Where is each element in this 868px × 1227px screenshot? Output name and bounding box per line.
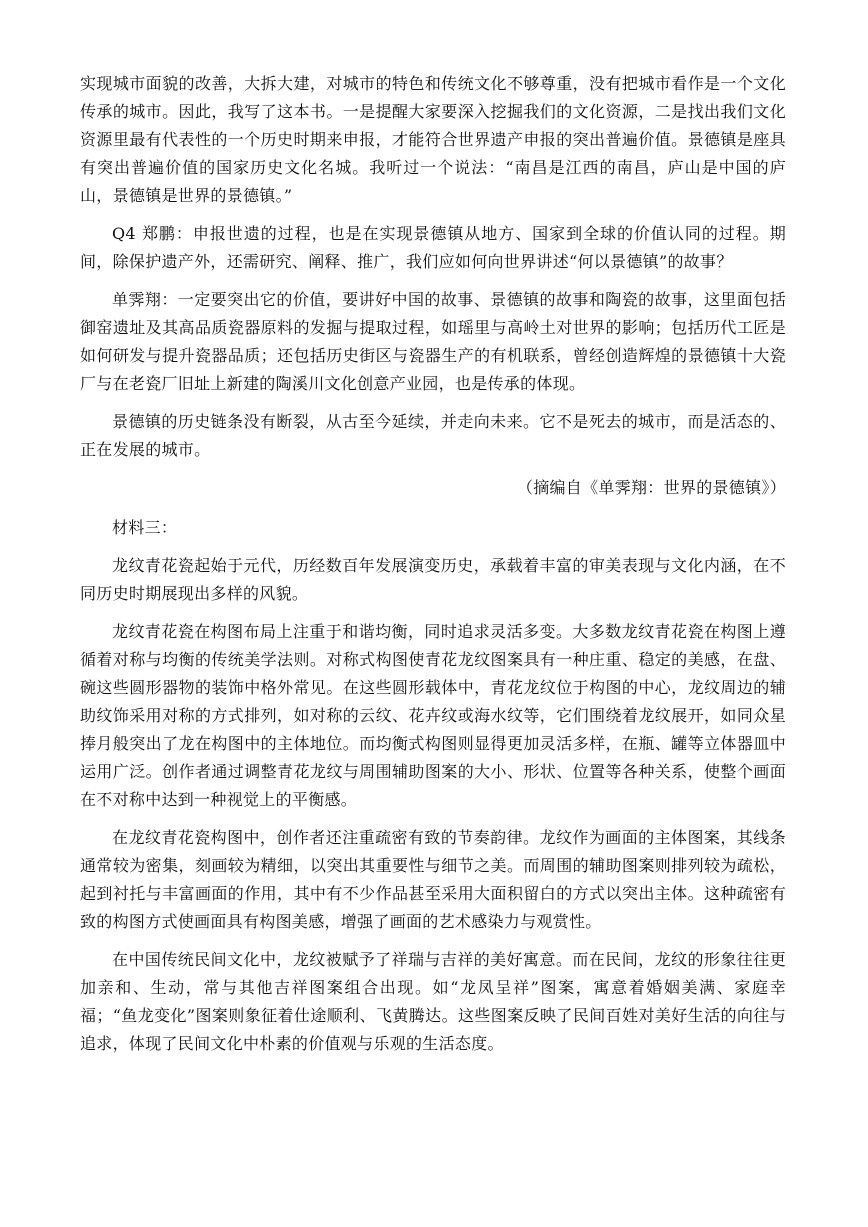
paragraph-question-q4: Q4 郑鹏：申报世遗的过程，也是在实现景德镇从地方、国家到全球的价值认同的过程。期间，除保护遗产外，还需研究、阐释、推广，我们应如何向世界讲述“何以景德镇”的故事？ xyxy=(80,224,786,271)
paragraph-living-city: 景德镇的历史链条没有断裂，从古至今延续，并走向未来。它不是死去的城市，而是活态的、正在发展的城市。 xyxy=(80,412,786,459)
paragraph-answer-value: 单霁翔：一定要突出它的价值，要讲好中国的故事、景德镇的故事和陶瓷的故事，这里面包括御窑遗址及其高品质瓷器原料的发掘与提取过程，如瑶里与高岭土对世界的影响；包括历代工匠是如何研发与提升瓷器品质；还包括历史街区与瓷器生产的有机联系，曾经创造辉煌的景德镇十大瓷厂与在老瓷厂旧址上新建的陶溪川文化创意产业园，也是传承的体现。 xyxy=(80,290,786,393)
paragraph-rhythm: 在龙纹青花瓷构图中，创作者还注重疏密有致的节奏韵律。龙纹作为画面的主体图案，其线条通常较为密集，刻画较为精细，以突出其重要性与细节之美。而周围的辅助图案则排列较为疏松，起到衬托与丰富画面的作用，其中有不少作品甚至采用大面积留白的方式以突出主体。这种疏密有致的构图方式使画面具有构图美感，增强了画面的艺术感染力与观赏性。 xyxy=(80,828,786,931)
source-citation: （摘编自《单霁翔：世界的景德镇》） xyxy=(516,478,786,497)
section-heading-material-three: 材料三： xyxy=(112,518,178,537)
document-page xyxy=(80,70,786,1068)
paragraph-dragon-origin: 龙纹青花瓷起始于元代，历经数百年发展演变历史，承载着丰富的审美表现与文化内涵，在不同历史时期展现出多样的风貌。 xyxy=(80,556,786,603)
paragraph-city-heritage: 实现城市面貌的改善，大拆大建，对城市的特色和传统文化不够尊重，没有把城市看作是一个文化传承的城市。因此，我写了这本书。一是提醒大家要深入挖掘我们的文化资源，二是找出我们文化资源里最有代表性的一个历史时期来申报，才能符合世界遗产申报的突出普遍价值。景德镇是座具有突出普遍价值的国家历史文化名城。我听过一个说法：“南昌是江西的南昌，庐山是中国的庐山，景德镇是世界的景德镇。” xyxy=(80,74,786,205)
paragraph-folk-culture: 在中国传统民间文化中，龙纹被赋予了祥瑞与吉祥的美好寓意。而在民间，龙纹的形象往往更加亲和、生动，常与其他吉祥图案组合出现。如“龙凤呈祥”图案，寓意着婚姻美满、家庭幸福；“鱼龙变化”图案则象征着仕途顺利、飞黄腾达。这些图案反映了民间百姓对美好生活的向往与追求，体现了民间文化中朴素的价值观与乐观的生活态度。 xyxy=(80,950,786,1053)
paragraph-composition-balance: 龙纹青花瓷在构图布局上注重于和谐均衡，同时追求灵活多变。大多数龙纹青花瓷在构图上遵循着对称与均衡的传统美学法则。对称式构图使青花龙纹图案具有一种庄重、稳定的美感，在盘、碗这些圆形器物的装饰中格外常见。在这些圆形载体中，青花龙纹位于构图的中心，龙纹周边的辅助纹饰采用对称的方式排列，如对称的云纹、花卉纹或海水纹等，它们围绕着龙纹展开，如同众星捧月般突出了龙在构图中的主体地位。而均衡式构图则显得更加灵活多样，在瓶、罐等立体器皿中运用广泛。创作者通过调整青花龙纹与周围辅助图案的大小、形状、位置等各种关系，使整个画面在不对称中达到一种视觉上的平衡感。 xyxy=(80,622,786,809)
